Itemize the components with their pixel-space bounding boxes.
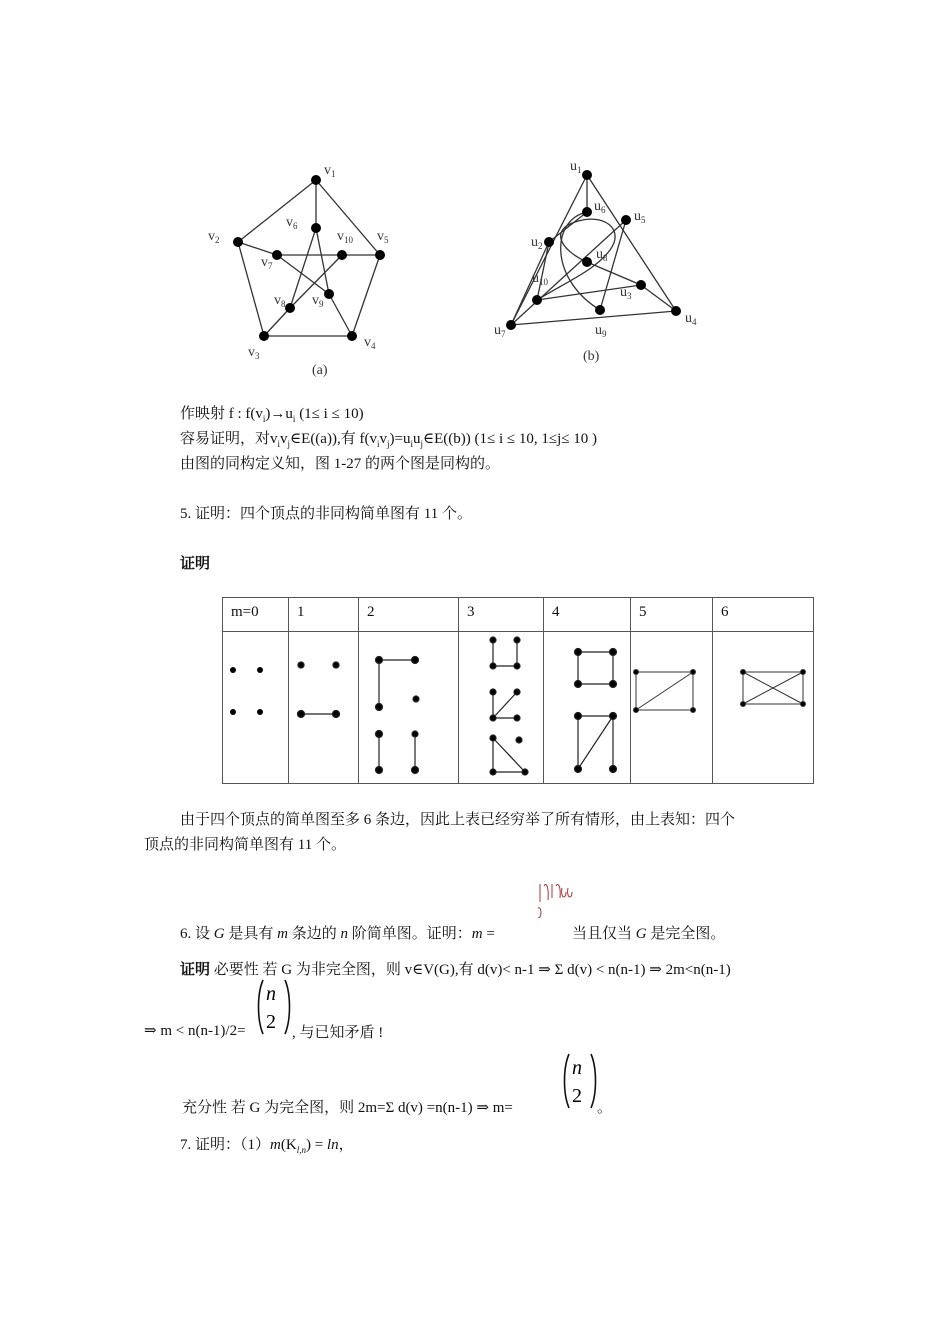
vertex-v4	[347, 331, 357, 341]
vertex-u1	[582, 170, 592, 180]
necessity-line: 证明 必要性 若 G 为非完全图，则 v∈V(G),有 d(v)< n-1 ⇒ Σ d(v) < n(n-1) ⇒ 2m<n(n-1)	[180, 961, 731, 978]
label-u6: $u_6$	[594, 199, 606, 215]
label-u2: $u_2$	[531, 235, 543, 251]
problem-5: 5. 证明：四个顶点的非同构简单图有 11 个。	[180, 506, 472, 522]
label-v4: $v_4$	[364, 335, 376, 351]
label-v8: $v_8$	[274, 293, 286, 309]
mapping-line: 作映射 f : $f(v_i)\to u_i$ (1≤ i ≤ 10)	[180, 406, 364, 424]
svg-text:n: n	[572, 1057, 582, 1079]
cell-m6	[713, 632, 814, 784]
label-u4: $u_4$	[685, 311, 697, 327]
header-m6: 6	[713, 598, 814, 632]
vertex-u5	[621, 215, 631, 225]
sufficiency-line: 充分性 若 G 为完全图，则 2m=Σ d(v) =n(n-1) ⇒ m=	[182, 1100, 513, 1116]
vertex-v10	[337, 250, 347, 260]
header-m0: m=0	[223, 598, 289, 632]
vertex-u8	[582, 257, 592, 267]
vertex-v6	[311, 223, 321, 233]
label-v6: $v_6$	[286, 215, 298, 231]
vertex-u9	[595, 305, 605, 315]
cell-m5	[631, 632, 713, 784]
label-u5: $u_5$	[634, 209, 646, 225]
vertex-v9	[324, 289, 334, 299]
explain-line-2: 顶点的非同构简单图有 11 个。	[144, 837, 346, 853]
label-u7: $u_7$	[494, 323, 506, 339]
graph-m1	[289, 632, 352, 778]
vertex-v5	[375, 250, 385, 260]
svg-text:n: n	[266, 983, 276, 1005]
binomial-necessity	[256, 976, 292, 1038]
vertex-v1	[311, 175, 321, 185]
label-u1: $u_1$	[570, 159, 582, 175]
vertex-v8	[285, 303, 295, 313]
explain-line-1: 由于四个顶点的简单图至多 6 条边，因此上表已经穷举了所有情形，由上表知：四个	[180, 812, 736, 828]
vertex-v3	[259, 331, 269, 341]
header-m3: 3	[459, 598, 544, 632]
vertex-u10	[532, 295, 542, 305]
vertex-v7	[272, 250, 282, 260]
graph-m4	[544, 632, 624, 778]
label-u9: $u_9$	[595, 323, 607, 339]
graphs-table	[222, 597, 814, 784]
binomial-sufficiency	[562, 1050, 598, 1112]
problem-6-tail: 当且仅当 G 是完全图。	[572, 926, 726, 942]
svg-text:2: 2	[266, 1011, 276, 1033]
figure-b-graph	[490, 150, 710, 375]
label-u10: $u_{10}$	[532, 271, 548, 287]
cell-m0	[223, 632, 289, 784]
cell-m1	[289, 632, 359, 784]
caption-a: (a)	[312, 363, 328, 378]
label-v7: $v_7$	[261, 255, 273, 271]
header-m4: 4	[544, 598, 631, 632]
vertex-u6	[582, 207, 592, 217]
label-v1: $v_1$	[324, 163, 336, 179]
header-m2: 2	[359, 598, 459, 632]
problem-6: 6. 设 G 是具有 m 条边的 n 阶简单图。证明：m =	[180, 926, 495, 942]
label-v5: $v_5$	[377, 229, 389, 245]
vertex-u2	[544, 237, 554, 247]
cell-m3	[459, 632, 544, 784]
cell-m2	[359, 632, 459, 784]
easy-proof-line: 容易证明，对$v_iv_j\in E((a))$,有 $f(v_iv_j)=u_iu_j\in E((b))$ (1≤ i ≤ 10, 1≤j≤ 10 )	[180, 431, 597, 449]
vertex-u4	[671, 306, 681, 316]
vertex-v2	[233, 237, 243, 247]
label-u3: $u_3$	[620, 285, 632, 301]
label-u8: $u_8$	[596, 247, 608, 263]
graph-m0	[223, 632, 282, 778]
graph-m3	[459, 632, 537, 778]
figure-a-graph	[200, 150, 420, 385]
label-v10: $v_{10}$	[337, 229, 353, 245]
problem-7: 7. 证明：$(1)m(K_{l,n}) = \ln$，	[180, 1137, 354, 1155]
vertex-u3	[636, 280, 646, 290]
header-m5: 5	[631, 598, 713, 632]
sufficiency-end: 。	[597, 1100, 613, 1116]
necessity-line-2: ⇒ m < n(n-1)/2=	[144, 1023, 246, 1039]
isomorphism-conclusion: 由图的同构定义知，图 1-27 的两个图是同构的。	[180, 456, 500, 472]
graph-m5	[631, 632, 706, 778]
proof-heading: 证明	[180, 555, 211, 572]
header-m1: 1	[289, 598, 359, 632]
graph-m6	[713, 632, 813, 778]
caption-b: (b)	[583, 349, 600, 364]
vertex-u7	[506, 320, 516, 330]
garbled-formula-image	[536, 878, 576, 918]
cell-m4	[544, 632, 631, 784]
label-v3: $v_3$	[248, 345, 260, 361]
necessity-line-2-end: , 与已知矛盾 !	[292, 1025, 384, 1041]
label-v2: $v_2$	[208, 229, 220, 245]
svg-text:2: 2	[572, 1085, 582, 1107]
label-v9: $v_9$	[312, 293, 324, 309]
graph-m2	[359, 632, 452, 778]
